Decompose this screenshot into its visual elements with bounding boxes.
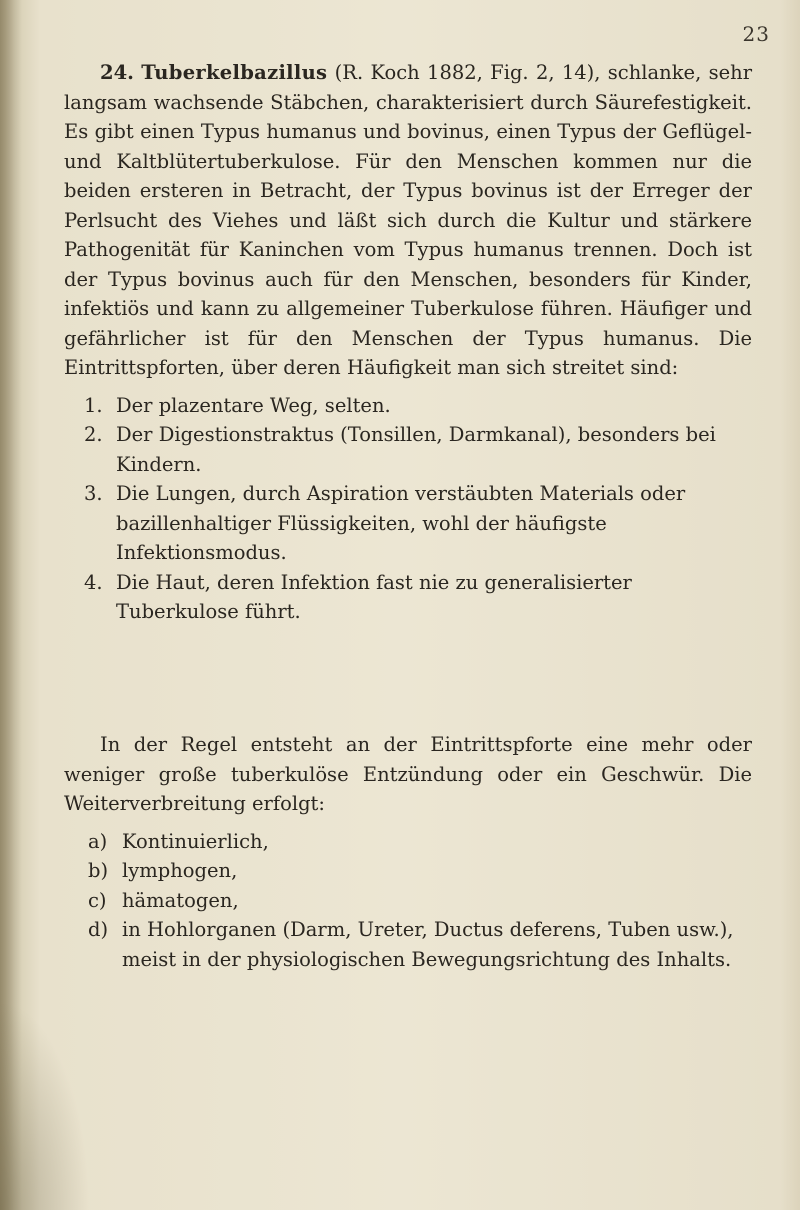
spread-modes-list bbox=[64, 827, 752, 975]
page-number: 23 bbox=[742, 22, 770, 46]
list-marker: b) bbox=[88, 859, 109, 882]
list-item-text: Die Haut, deren Infektion fast nie zu generalisierter Tuberkulose führt. bbox=[116, 570, 632, 623]
list-item bbox=[64, 568, 752, 627]
list-item bbox=[64, 479, 752, 568]
list-marker: 2. bbox=[84, 423, 103, 446]
list-item-text: hämatogen, bbox=[122, 888, 239, 912]
list-item-text: Die Lungen, durch Aspiration verstäubten Materials oder bazillenhaltiger Flüssigkeiten, wohl der häufigste Infektionsmodus. bbox=[116, 482, 686, 564]
list-marker: a) bbox=[88, 829, 108, 853]
list-item bbox=[64, 915, 752, 974]
list-item bbox=[64, 420, 752, 479]
entry-routes-list bbox=[64, 391, 752, 627]
section-title: Tuberkelbazillus bbox=[141, 61, 328, 84]
list-marker: 1. bbox=[84, 393, 103, 417]
spread-intro-paragraph: In der Regel entsteht an der Eintrittspforte eine mehr oder weniger große tuberkulöse Entzündung oder ein Geschwür. Die Weiterverbreitung erfolgt: bbox=[64, 733, 752, 815]
list-item bbox=[64, 391, 752, 421]
section-intro-paragraph bbox=[64, 58, 752, 383]
list-item bbox=[64, 856, 752, 886]
paper-stain bbox=[0, 1000, 90, 1210]
section-number: 24. bbox=[100, 61, 134, 84]
section-tuberkelbazillus bbox=[64, 58, 752, 627]
list-item-text: Der Digestionstraktus (Tonsillen, Darmkanal), besonders bei Kindern. bbox=[116, 423, 716, 476]
list-marker: 3. bbox=[84, 482, 103, 505]
list-marker: c) bbox=[88, 888, 107, 912]
list-item-text: Der plazentare Weg, selten. bbox=[116, 393, 391, 417]
list-item-text: lymphogen, bbox=[122, 859, 238, 882]
list-item-text: in Hohlorganen (Darm, Ureter, Ductus deferens, Tuben usw.), meist in der physiologischen Bewegungsrichtung des Inhalts. bbox=[122, 918, 734, 971]
list-item bbox=[64, 827, 752, 857]
section-intro-text: (R. Koch 1882, Fig. 2, 14), schlanke, sehr langsam wachsende Stäbchen, charakterisiert durch Säurefestigkeit. Es gibt einen Typus humanus und bovinus, einen Typus der Geflügel- und Kaltblütertuberkulose. Für den Menschen kommen nur die beiden ersteren in Betracht, der Typus bovinus ist der Erreger der Perlsucht des Viehes und läßt sich durch die Kultur und stärkere Pathogenität für Kaninchen vom Typus humanus trennen. Doch ist der Typus bovinus auch für den Menschen, besonders für Kinder, infektiös und kann zu allgemeiner Tuberkulose führen. Häufiger und gefährlicher ist für den Menschen der Typus humanus. Die Eintrittspforten, über deren Häufigkeit man sich streitet sind: bbox=[64, 61, 753, 379]
list-marker: d) bbox=[88, 918, 109, 941]
list-item-text: Kontinuierlich, bbox=[122, 829, 269, 853]
list-item bbox=[64, 886, 752, 916]
spread-section bbox=[64, 730, 752, 974]
list-marker: 4. bbox=[84, 570, 103, 594]
